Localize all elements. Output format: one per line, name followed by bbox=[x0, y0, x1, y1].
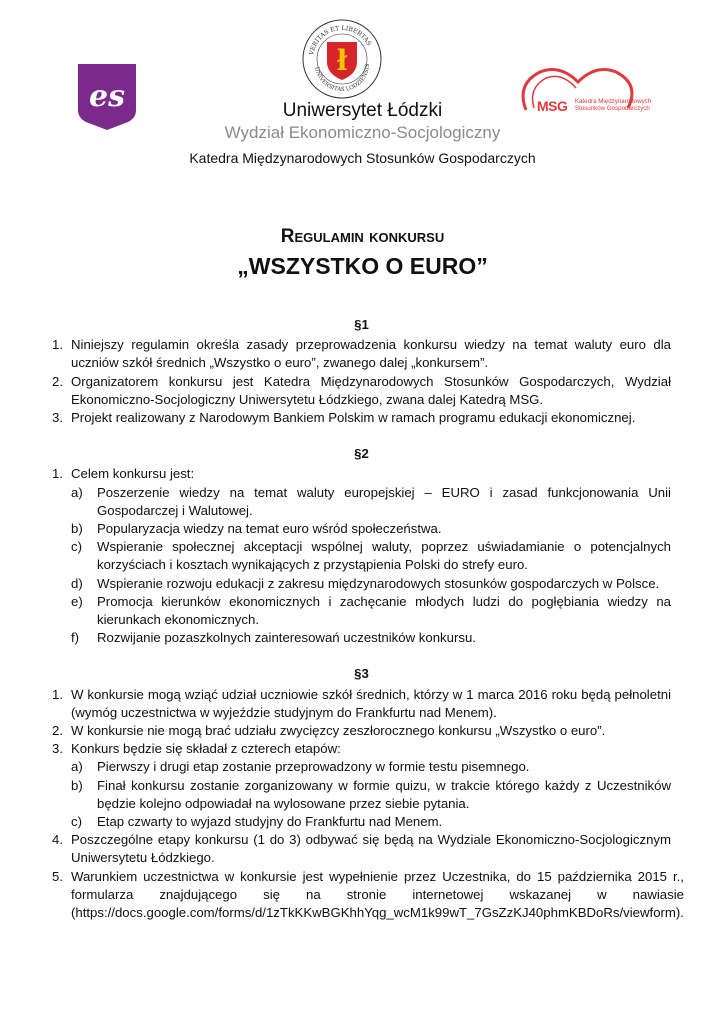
sub-list-item: a) Pierwszy i drugi etap zostanie przeprowadzony w formie testu pisemnego. bbox=[71, 759, 530, 775]
list-item: 3. Projekt realizowany z Narodowym Bankiem Polskim w ramach programu edukacji ekonomicznej. bbox=[52, 410, 636, 426]
es-logo-text: es bbox=[89, 79, 125, 114]
faculty-name: Wydział Ekonomiczno-Socjologiczny bbox=[224, 123, 501, 142]
list-item: 1. W konkursie mogą wziąć udział uczniowie szkół średnich, którzy w 1 marca 2016 roku będą pełnoletni (wymóg uczestnictwa w wyjeździe studyjnym do Frankfurtu nad Menem). bbox=[52, 686, 671, 720]
msg-logo-line2: Stosunków Gospodarczych bbox=[574, 105, 650, 112]
sub-list-item: b) Popularyzacja wiedzy na temat euro wśród społeczeństwa. bbox=[71, 521, 442, 537]
sub-list-item: c) Wspieranie społecznej akceptacji wspólnej waluty, poprzez uświadamianie o potencjalnych korzyściach i kosztach wynikających z przystąpienia Polski do strefy euro. bbox=[71, 539, 671, 573]
list-item: 4. Poszczególne etapy konkursu (1 do 3) odbywać się będą na Wydziale Ekonomiczno-Socjologicznym Uniwersytetu Łódzkiego. bbox=[52, 832, 671, 866]
regulations-body bbox=[52, 316, 684, 922]
list-item: 1. Niniejszy regulamin określa zasady przeprowadzenia konkursu wiedzy na temat waluty euro dla uczniów szkół średnich „Wszystko o euro”, zwanego dalej „konkursem”. bbox=[52, 337, 671, 371]
svg-text:VERITAS ET LIBERTAS: VERITAS ET LIBERTAS bbox=[308, 24, 373, 56]
msg-logo-line1: Katedra Międzynarodowych bbox=[574, 98, 652, 105]
sub-list-item: e) Promocja kierunków ekonomicznych i zachęcanie młodych ludzi do pogłębiania wiedzy na kierunkach ekonomicznych. bbox=[71, 593, 671, 628]
competition-name: „WSZYSTKO O EURO” bbox=[237, 253, 488, 279]
sub-list-item: a) Poszerzenie wiedzy na temat waluty europejskiej – EURO i zasad funkcjonowania Unii Gospodarczej i Walutowej. bbox=[71, 484, 671, 518]
sub-list-item: b) Finał konkursu zostanie zorganizowany w formie quizu, w trakcie którego każdy z Uczestników będzie kolejno odpowiadał na wylosowane przez siebie pytania. bbox=[71, 777, 671, 811]
document-title: Regulamin konkursu bbox=[280, 226, 445, 247]
list-item: 2. W konkursie nie mogą brać udziału zwycięzcy zeszłorocznego konkursu „Wszystko o euro”. bbox=[52, 723, 606, 739]
list-item: 2. Organizatorem konkursu jest Katedra Międzynarodowych Stosunków Gospodarczych, Wydział Ekonomiczno-Socjologiczny Uniwersytetu Łódzkiego, zwana dalej Katedrą MSG. bbox=[52, 373, 671, 407]
list-item: 1. Celem konkursu jest: bbox=[52, 466, 195, 482]
svg-text:UNIVERSITAS LODZIENSIS: UNIVERSITAS LODZIENSIS bbox=[313, 63, 372, 94]
university-name: Uniwersytet Łódzki bbox=[282, 100, 443, 121]
sub-list-item: f) Rozwijanie pozaszkolnych zainteresowań uczestników konkursu. bbox=[71, 630, 476, 646]
list-item: 5. Warunkiem uczestnictwa w konkursie jest wypełnienie przez Uczestnika, do 15 października 2015 r., formularza znajdującego się na stronie internetowej wskazanej w nawiasie (https://docs.google.com/forms/d/1zTkKKwBGKhhYqg_wcM1k99wT_7GsZzKJ40phmKBDoRs/viewform). bbox=[52, 868, 684, 921]
svg-text:ł: ł bbox=[336, 44, 348, 77]
section-heading-3: §3 bbox=[354, 666, 369, 682]
department-name: Katedra Międzynarodowych Stosunków Gospodarczych bbox=[189, 150, 536, 166]
msg-logo-mark: MSG bbox=[537, 98, 568, 114]
list-item: 3. Konkurs będzie się składał z czterech etapów: bbox=[52, 741, 341, 757]
section-heading-2: §2 bbox=[354, 446, 369, 462]
section-heading-1: §1 bbox=[354, 317, 369, 332]
sub-list-item: c) Etap czwarty to wyjazd studyjny do Frankfurtu nad Menem. bbox=[71, 814, 443, 830]
sub-list-item: d) Wspieranie rozwoju edukacji z zakresu międzynarodowych stosunków gospodarczych w Polsce. bbox=[71, 575, 660, 591]
university-seal-logo bbox=[301, 18, 383, 100]
